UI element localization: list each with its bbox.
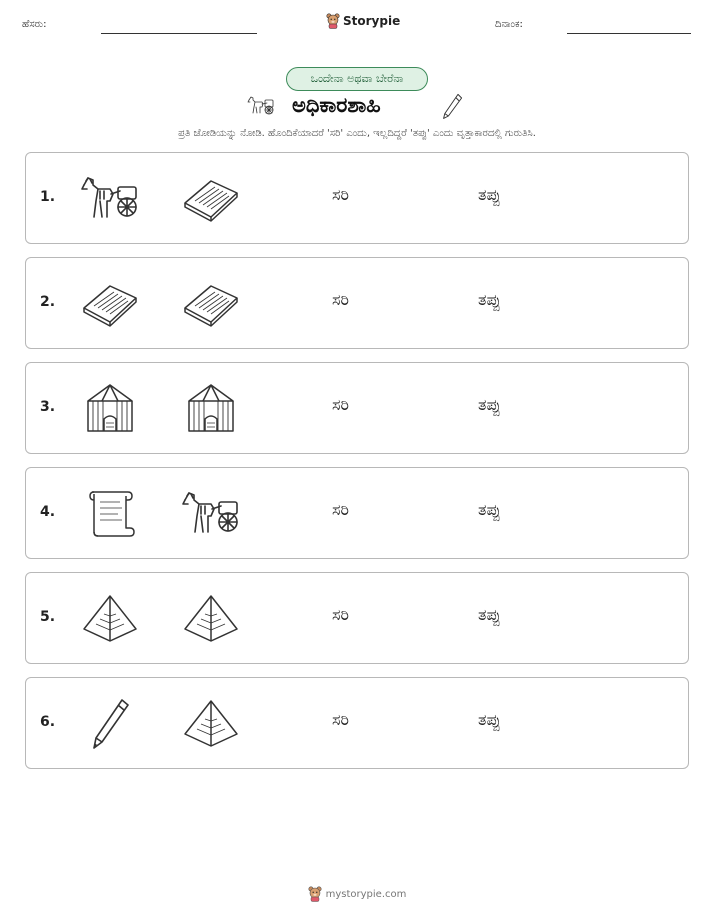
worksheet-header [0, 0, 714, 40]
false-option[interactable]: ತಪ್ಪು [478, 290, 501, 309]
horse-cart-icon [246, 95, 276, 117]
question-number: 4. [40, 504, 56, 520]
date-label: ದಿನಾಂಕ: [495, 19, 523, 30]
question-number: 3. [40, 399, 56, 415]
scroll-icon [80, 488, 140, 540]
clay-tablet-icon [181, 173, 241, 225]
question-card [25, 572, 689, 664]
question-card [25, 362, 689, 454]
brand-logo [326, 13, 400, 29]
instructions-text: ಪ್ರತಿ ಜೋಡಿಯನ್ನು ನೋಡಿ. ಹೊಂದಿಕೆಯಾದರೆ 'ಸರಿ' ಎಂದು, ಇಲ್ಲದಿದ್ದರೆ 'ತಪ್ಪು' ಎಂದು ವೃತ್ತಾಕಾರದಲ್ಲಿ ಗುರುತಿಸಿ. [178, 128, 536, 139]
brand-name: Storypie [343, 14, 401, 28]
name-field[interactable] [101, 33, 257, 34]
false-option[interactable]: ತಪ್ಪು [478, 605, 501, 624]
false-option[interactable]: ತಪ್ಪು [478, 395, 501, 414]
true-option[interactable]: ಸರಿ [332, 500, 349, 519]
false-option[interactable]: ತಪ್ಪು [478, 500, 501, 519]
date-field[interactable] [567, 33, 691, 34]
question-card [25, 677, 689, 769]
question-number: 6. [40, 714, 56, 730]
question-card [25, 467, 689, 559]
pencil-icon [80, 698, 140, 750]
question-number: 2. [40, 294, 56, 310]
clay-tablet-icon [80, 278, 140, 330]
pencil-icon [440, 92, 464, 122]
clay-tablet-icon [181, 278, 241, 330]
question-number: 1. [40, 189, 56, 205]
bear-mascot-icon [308, 886, 322, 902]
name-label: ಹೆಸರು: [22, 19, 47, 30]
true-option[interactable]: ಸರಿ [332, 395, 349, 414]
horse-cart-icon [181, 488, 241, 540]
page-title: ಅಧಿಕಾರಶಾಹಿ [292, 93, 381, 117]
question-number: 5. [40, 609, 56, 625]
pyramid-icon [80, 593, 140, 645]
true-option[interactable]: ಸರಿ [332, 710, 349, 729]
bear-mascot-icon [326, 13, 340, 29]
true-option[interactable]: ಸರಿ [332, 185, 349, 204]
question-card [25, 257, 689, 349]
granary-icon [181, 383, 241, 435]
title-row [0, 90, 714, 122]
question-card [25, 152, 689, 244]
horse-cart-icon [80, 173, 140, 225]
granary-icon [80, 383, 140, 435]
false-option[interactable]: ತಪ್ಪು [478, 710, 501, 729]
pyramid-icon [181, 698, 241, 750]
false-option[interactable]: ತಪ್ಪು [478, 185, 501, 204]
true-option[interactable]: ಸರಿ [332, 605, 349, 624]
footer [0, 886, 714, 902]
true-option[interactable]: ಸರಿ [332, 290, 349, 309]
footer-site-link[interactable]: mystorypie.com [325, 888, 407, 900]
pyramid-icon [181, 593, 241, 645]
activity-type-badge: ಒಂದೇನಾ ಅಥವಾ ಬೇರೆನಾ [286, 67, 428, 91]
